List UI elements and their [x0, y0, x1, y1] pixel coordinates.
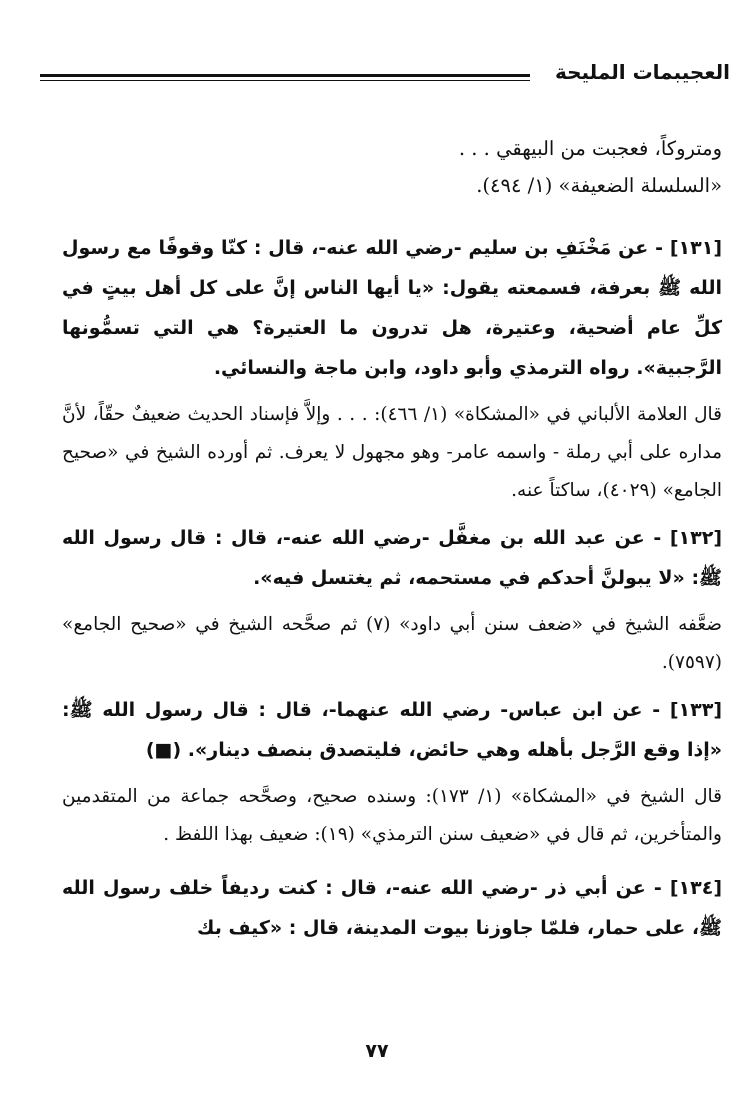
commentary-132: ضعَّفه الشيخ في «ضعف سنن أبي داود» (٧) ثم صحَّحه الشيخ في «صحيح الجامع» (٧٥٩٧).: [62, 614, 722, 673]
header-title: العجيبمات المليحة: [554, 60, 730, 84]
header-rule-thick: [40, 74, 530, 77]
hadith-132: [١٣٢] - عن عبد الله بن مغفَّل -رضي الله عنه-، قال : قال رسول الله ﷺ: «لا يبولنَّ أحدكم في مستحمه، ثم يغتسل فيه».: [62, 527, 722, 589]
hadith-131: [١٣١] - عن مَخْنَفِ بن سليم -رضي الله عنه-، قال : كنّا وقوفًا مع رسول الله ﷺ بعرفة، فسمعته يقول: «يا أيها الناس إنَّ على كل أهل بيتٍ في كلِّ عام أضحية، وعتيرة، هل تدرون ما العتيرة؟ هي التي تسمُّونها الرَّجبية». رواه الترمذي وأبو داود، وابن ماجة والنسائي.: [62, 237, 722, 379]
hadith-134: [١٣٤] - عن أبي ذر -رضي الله عنه-، قال : كنت رديفاً خلف رسول الله ﷺ، على حمار، فلمّا جاوزنا بيوت المدينة، قال : «كيف بك: [62, 877, 722, 939]
paragraph-continuation: ومتروكاً، فعجبت من البيهقي . . .: [458, 137, 722, 160]
commentary-133: قال الشيخ في «المشكاة» (١/ ١٧٣): وسنده صحيح، وصحَّحه جماعة من المتقدمين والمتأخرين، ثم قال في «ضعيف سنن الترمذي» (١٩): ضعيف بهذا اللفظ .: [62, 786, 722, 845]
commentary-131: قال العلامة الألباني في «المشكاة» (١/ ٤٦٦): . . . وإلاَّ فإسناد الحديث ضعيفٌ حقّاً، لأنَّ مداره على أبي رملة - واسمه عامر- وهو مجهول لا يعرف. ثم أورده الشيخ في «صحيح الجامع» (٤٠٢٩)، ساكتاً عنه.: [62, 404, 722, 501]
hadith-133: [١٣٣] - عن ابن عباس- رضي الله عنهما-، قال : قال رسول الله ﷺ: «إذا وقع الرَّجل بأهله وهي حائض، فليتصدق بنصف دينار». (■): [62, 699, 722, 761]
paragraph-source-citation: «السلسلة الضعيفة» (١/ ٤٩٤).: [476, 174, 722, 197]
header-rule-thin: [40, 80, 530, 81]
page-number: ٧٧: [365, 1040, 389, 1062]
page-body: [62, 130, 722, 948]
running-header: [40, 58, 730, 94]
